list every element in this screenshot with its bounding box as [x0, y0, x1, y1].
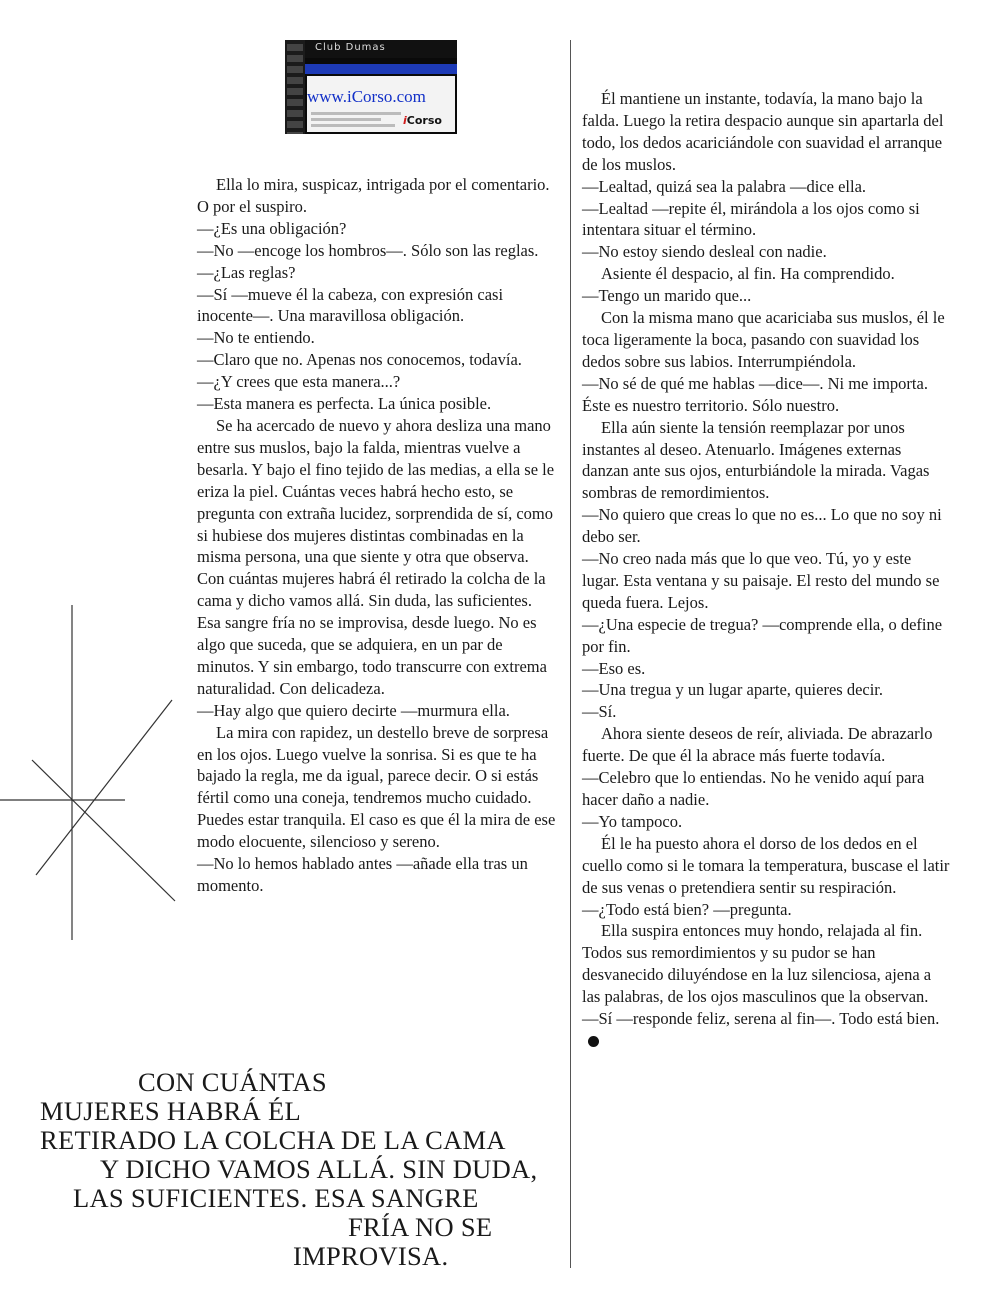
paragraph: Ahora siente deseos de reír, aliviada. De abrazarlo fuerte. De que él la abrace más fuerte todavía. — [582, 724, 933, 766]
paragraph: —No sé de qué me hablas —dice—. Ni me importa. Éste es nuestro territorio. Sólo nuestro. — [582, 373, 928, 415]
site-banner-image — [285, 40, 457, 134]
paragraph: Ella aún siente la tensión reemplazar por unos instantes al deseo. Atenuarlo. Imágenes externas danzan ante sus ojos, enturbiándole la mirada. Vagas sombras de remordimientos. — [582, 417, 930, 503]
paragraph: —Yo tampoco. — [582, 811, 683, 831]
paragraph: —Esta manera es perfecta. La única posible. — [197, 394, 492, 414]
left-text-column — [197, 174, 559, 897]
paragraph: —¿Una especie de tregua? —comprende ella, o define por fin. — [582, 614, 943, 656]
pull-quote-line: CON CUÁNTAS — [138, 1067, 327, 1097]
paragraph: Ella lo mira, suspicaz, intrigada por el comentario. O por el suspiro. — [197, 175, 550, 216]
pull-quote-line: LAS SUFICIENTES. ESA SANGRE — [73, 1183, 479, 1213]
pull-quote-line: RETIRADO LA COLCHA DE LA CAMA — [40, 1125, 506, 1155]
paragraph: La mira con rapidez, un destello breve de sorpresa en los ojos. Luego vuelve la sonrisa. Si es que te ha bajado la regla, me da igual, parece decir. O si estás fértil como una coneja, tendremos mucho cuidado. Puedes estar tranquila. El caso es que él la mira de ese modo elocuente, silencioso y sereno. — [197, 722, 556, 852]
paragraph: —No te entiendo. — [197, 328, 315, 348]
star-ornament-icon — [0, 605, 180, 945]
paragraph: —Sí. — [582, 702, 617, 722]
paragraph: —No creo nada más que lo que veo. Tú, yo y este lugar. Esta ventana y su paisaje. El resto del mundo se queda fuera. Lejos. — [582, 549, 940, 612]
paragraph: —No lo hemos hablado antes —añade ella tras un momento. — [197, 854, 528, 895]
pull-quote — [40, 1068, 540, 1271]
paragraph: —Celebro que lo entiendas. No he venido aquí para hacer daño a nadie. — [582, 768, 925, 809]
paragraph: —Hay algo que quiero decirte —murmura ella. — [197, 700, 510, 720]
column-divider — [570, 40, 571, 1268]
pull-quote-line: MUJERES HABRÁ ÉL — [40, 1096, 301, 1126]
paragraph: —No —encoge los hombros—. Sólo son las reglas. — [197, 240, 539, 260]
paragraph: Con la misma mano que acariciaba sus muslos, él le toca ligeramente la boca, pasando con suavidad los dedos sobre sus labios. Interrumpiéndola. — [582, 308, 945, 371]
pull-quote-line: IMPROVISA. — [293, 1241, 449, 1271]
paragraph: Asiente él despacio, al fin. Ha comprendido. — [601, 264, 895, 284]
banner-blue-bar — [305, 64, 457, 74]
banner-brand-logo: iCorso — [403, 114, 442, 127]
paragraph: —¿Todo está bien? —pregunta. — [582, 899, 792, 919]
banner-sidebar — [285, 40, 305, 134]
paragraph: —Sí —responde feliz, serena al fin—. Todo está bien. — [582, 1008, 952, 1052]
paragraph: —Una tregua y un lugar aparte, quieres decir. — [582, 680, 884, 700]
right-text-column — [582, 88, 952, 1052]
paragraph: —Sí —mueve él la cabeza, con expresión casi inocente—. Una maravillosa obligación. — [197, 284, 504, 326]
paragraph: —Claro que no. Apenas nos conocemos, todavía. — [197, 350, 522, 370]
paragraph: —Lealtad, quizá sea la palabra —dice ella. — [582, 176, 867, 196]
paragraph: —Lealtad —repite él, mirándola a los ojos como si intentara situar el término. — [582, 198, 920, 240]
paragraph: —¿Y crees que esta manera...? — [197, 372, 401, 392]
pull-quote-line: Y DICHO VAMOS ALLÁ. SIN DUDA, — [100, 1154, 538, 1184]
banner-url: www.iCorso.com — [307, 87, 426, 106]
pull-quote-line: FRÍA NO SE — [348, 1212, 493, 1242]
paragraph: —¿Las reglas? — [197, 262, 296, 282]
banner-logo: Club Dumas — [315, 42, 386, 53]
paragraph: —No quiero que creas lo que no es... Lo que no soy ni debo ser. — [582, 505, 942, 547]
paragraph: Él mantiene un instante, todavía, la mano bajo la falda. Luego la retira despacio aunque sin apartarla del todo, los dedos acariciándole con suavidad el arranque de los muslos. — [582, 89, 944, 174]
paragraph: Él le ha puesto ahora el dorso de los dedos en el cuello como si le tomara la temperatura, buscase el latir de sus venas o pretendiera sentir su respiración. — [582, 833, 950, 897]
paragraph: —Tengo un marido que... — [582, 286, 752, 306]
end-mark-icon — [588, 1036, 599, 1047]
paragraph: —Eso es. — [582, 658, 646, 678]
paragraph: Ella suspira entonces muy hondo, relajada al fin. Todos sus remordimientos y su pudor se han desvanecido diluyéndose en la luz silenciosa, ajena a las palabras, de los ojos masculinos que la observan. — [582, 921, 932, 1007]
paragraph: —No estoy siendo desleal con nadie. — [582, 242, 827, 262]
paragraph: Se ha acercado de nuevo y ahora desliza una mano entre sus muslos, bajo la falda, mientras vuelve a besarla. Y bajo el fino tejido de las medias, a ella se le eriza la piel. Cuántas veces habrá hecho esto, se pregunta con extraña lucidez, sorprendida de sí, como si hubiese dos mujeres distintas combinadas en la misma persona, una que siente y otra que observa. Con cuántas mujeres habrá él retirado la colcha de la cama y dicho vamos allá. Sin duda, las suficientes. Esa sangre fría no se improvisa, desde luego. No es algo que suceda, que se adquiera, en un par de minutos. Y sin embargo, todo transcurre con extrema naturalidad. Con delicadeza. — [197, 415, 555, 698]
paragraph: —¿Es una obligación? — [197, 218, 347, 238]
